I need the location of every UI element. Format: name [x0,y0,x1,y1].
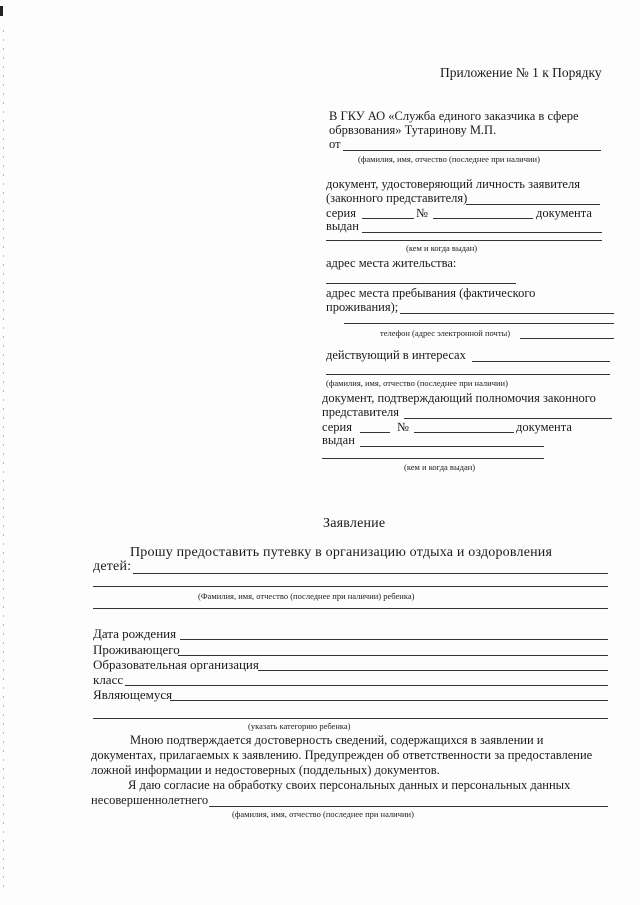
residence-line [326,283,516,284]
id-doc-line [466,204,600,205]
issued-line-2c [322,458,544,459]
addressee-line-1: В ГКУ АО «Служба единого заказчика в сфере [329,109,579,123]
phone-line [520,338,614,339]
school-label: Образовательная организация [93,657,259,672]
child-name-line-3 [93,608,608,609]
issued-hint: (кем и когда выдан) [406,243,478,253]
child-name-hint: (Фамилия, имя, отчество (последнее при наличии) ребенка) [198,591,415,601]
category-line [170,700,608,701]
issued-line-2b [360,446,544,447]
issued-hint-2: (кем и когда выдан) [404,462,476,472]
issued-line-2 [326,240,602,241]
series-label: серия [326,206,356,220]
auth-doc-line [404,418,612,419]
scan-edge-mark [0,6,3,16]
id-doc-line-2: (законного представителя) [326,191,468,205]
school-line [258,670,608,671]
consent-line-2: несовершеннолетнего [91,793,209,807]
acting-line [472,361,610,362]
auth-doc-line-1: документ, подтверждающий полномочия законного [322,391,596,405]
issued-label-2: выдан [322,433,355,447]
consent-name-line [209,806,608,807]
acting-hint: (фамилия, имя, отчество (последнее при наличии) [326,378,508,388]
birth-date-line [180,639,608,640]
confirm-line-2: документах, прилагаемых к заявлению. Предупрежден об ответственности за предоставление [91,748,593,762]
auth-doc-line-2: представителя [322,405,399,419]
addressee-line-2: обрвзования» Тутаринову М.П. [329,123,497,137]
series-line-2 [360,432,390,433]
series-line [362,218,414,219]
number-line [433,218,533,219]
consent-line-1: Я даю согласие на обработку своих персональных данных и персональных данных [128,778,571,792]
category-label: Являющемуся [93,687,173,702]
statement-title: Заявление [323,516,386,531]
from-line [343,150,601,151]
acting-line-2 [326,374,610,375]
confirm-line-3: ложной информации и недостоверных (поддельных) документов. [91,763,440,777]
document-word-2: документа [516,420,572,434]
acting-label: действующий в интересах [326,348,466,362]
series-label-2: серия [322,420,352,434]
from-label: от [329,137,341,151]
category-line-2 [93,718,608,719]
number-sign: № [416,206,428,220]
living-line [178,655,608,656]
number-sign-2: № [397,420,409,434]
scan-margin-dots [3,30,4,890]
child-name-line-2 [93,586,608,587]
stay-line [400,313,614,314]
request-line-2: детей: [93,559,132,574]
grade-label: класс [93,672,124,687]
stay-line-2: проживания); [326,300,399,314]
grade-line [125,685,608,686]
consent-hint: (фамилия, имя, отчество (последнее при наличии) [232,809,414,819]
issued-label: выдан [326,219,359,233]
stay-line-1: адрес места пребывания (фактического [326,286,536,300]
document-word: документа [536,206,592,220]
issued-line [362,232,602,233]
number-line-2 [414,432,514,433]
id-doc-line-1: документ, удостоверяющий личность заявителя [326,177,580,191]
category-hint: (указать категорию ребенка) [248,721,351,731]
appendix-label: Приложение № 1 к Порядку [440,65,602,80]
birth-date-label: Дата рождения [93,626,177,641]
residence-label: адрес места жительства: [326,256,457,270]
stay-line-2-rule [344,323,614,324]
phone-hint: телефон (адрес электронной почты) [380,328,511,338]
living-label: Проживающего [93,642,180,657]
request-line-1: Прошу предоставить путевку в организацию отдыха и оздоровления [130,545,553,560]
confirm-line-1: Мною подтверждается достоверность сведений, содержащихся в заявлении и [130,733,544,747]
from-hint: (фамилия, имя, отчество (последнее при наличии) [358,154,540,164]
child-name-line [133,573,608,574]
